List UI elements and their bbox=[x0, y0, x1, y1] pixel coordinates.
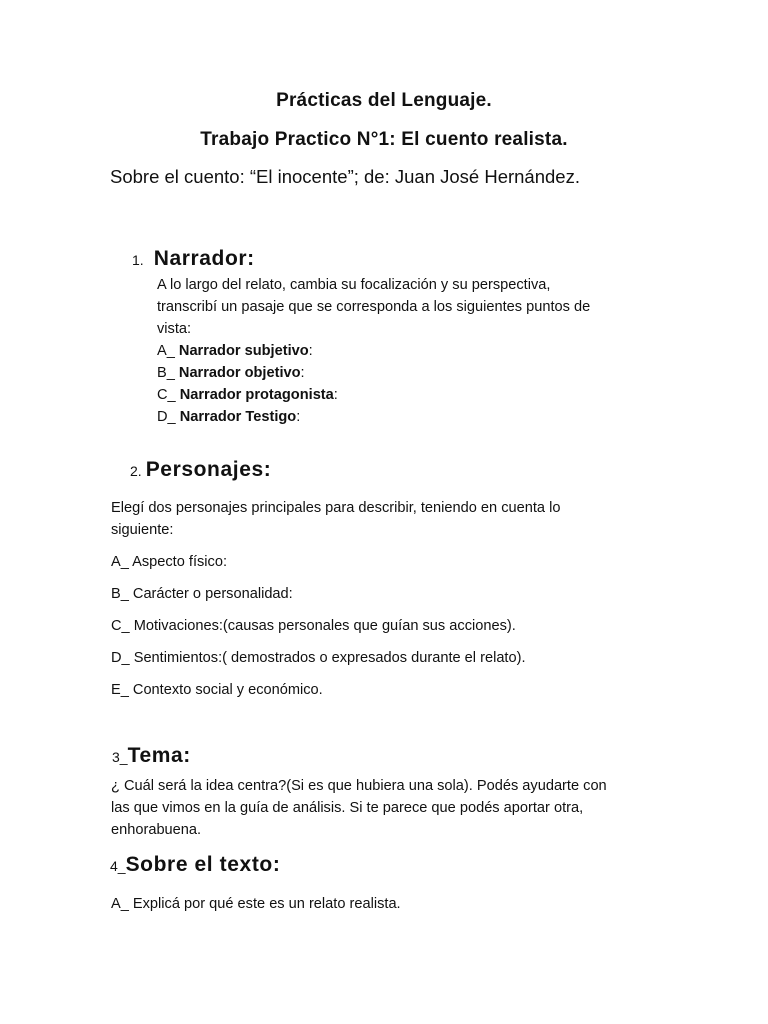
section2-number: 2. bbox=[130, 463, 142, 479]
assignment-title: Trabajo Practico N°1: El cuento realista. bbox=[200, 129, 568, 150]
section3-number: 3_ bbox=[112, 749, 128, 765]
instruction-line: A lo largo del relato, cambia su focalización y su perspectiva, bbox=[157, 277, 551, 293]
list-item bbox=[157, 406, 590, 428]
section4-item-a: A_ Explicá por qué este es un relato realista. bbox=[111, 896, 401, 912]
section2-item-a: A_ Aspecto físico: bbox=[111, 554, 228, 570]
item-prefix: A_ bbox=[157, 343, 179, 359]
text-line: ¿ Cuál será la idea centra?(Si es que hubiera una sola). Podés ayudarte con bbox=[111, 778, 607, 794]
item-label: Narrador subjetivo bbox=[178, 343, 309, 359]
section4-heading: Sobre el texto: bbox=[125, 853, 281, 876]
section3-heading: Tema: bbox=[127, 744, 191, 767]
section2-item-d: D_ Sentimientos:( demostrados o expresados durante el relato). bbox=[111, 650, 526, 666]
item-prefix: D_ bbox=[157, 409, 180, 425]
instruction-line: transcribí un pasaje que se corresponda a los siguientes puntos de bbox=[157, 299, 591, 315]
section3-header bbox=[112, 744, 191, 768]
item-suffix: : bbox=[308, 343, 313, 359]
item-prefix: B_ bbox=[157, 365, 179, 381]
list-item bbox=[157, 362, 590, 384]
instruction-line: vista: bbox=[157, 321, 192, 337]
item-prefix: C_ bbox=[157, 387, 180, 403]
text-line: las que vimos en la guía de análisis. Si te parece que podés aportar otra, bbox=[111, 800, 584, 816]
section2-heading: Personajes: bbox=[145, 458, 272, 481]
section2-item-c: C_ Motivaciones:(causas personales que guían sus acciones). bbox=[111, 618, 516, 634]
section1-header bbox=[132, 247, 255, 271]
section2-item-b: B_ Carácter o personalidad: bbox=[111, 586, 293, 602]
item-suffix: : bbox=[296, 409, 301, 425]
section1-heading: Narrador: bbox=[153, 247, 255, 270]
section1-instructions bbox=[157, 274, 590, 428]
section2-header bbox=[130, 458, 271, 482]
section1-number: 1. bbox=[132, 252, 144, 268]
instruction-line: siguiente: bbox=[111, 522, 174, 538]
section2-item-e: E_ Contexto social y económico. bbox=[111, 682, 323, 698]
section3-text bbox=[111, 775, 607, 841]
item-suffix: : bbox=[333, 387, 338, 403]
item-suffix: : bbox=[300, 365, 305, 381]
instruction-line: Elegí dos personajes principales para describir, teniendo en cuenta lo bbox=[111, 500, 561, 516]
section4-header bbox=[110, 853, 280, 877]
section2-instructions bbox=[111, 497, 560, 541]
text-line: enhorabuena. bbox=[111, 822, 202, 838]
list-item bbox=[157, 340, 590, 362]
item-label: Narrador protagonista bbox=[179, 387, 334, 403]
story-source-line: Sobre el cuento: “El inocente”; de: Juan José Hernández. bbox=[110, 166, 580, 187]
document-title: Prácticas del Lenguaje. bbox=[276, 90, 492, 111]
section4-number: 4_ bbox=[110, 858, 126, 874]
item-label: Narrador objetivo bbox=[178, 365, 301, 381]
item-label: Narrador Testigo bbox=[179, 409, 297, 425]
list-item bbox=[157, 384, 590, 406]
